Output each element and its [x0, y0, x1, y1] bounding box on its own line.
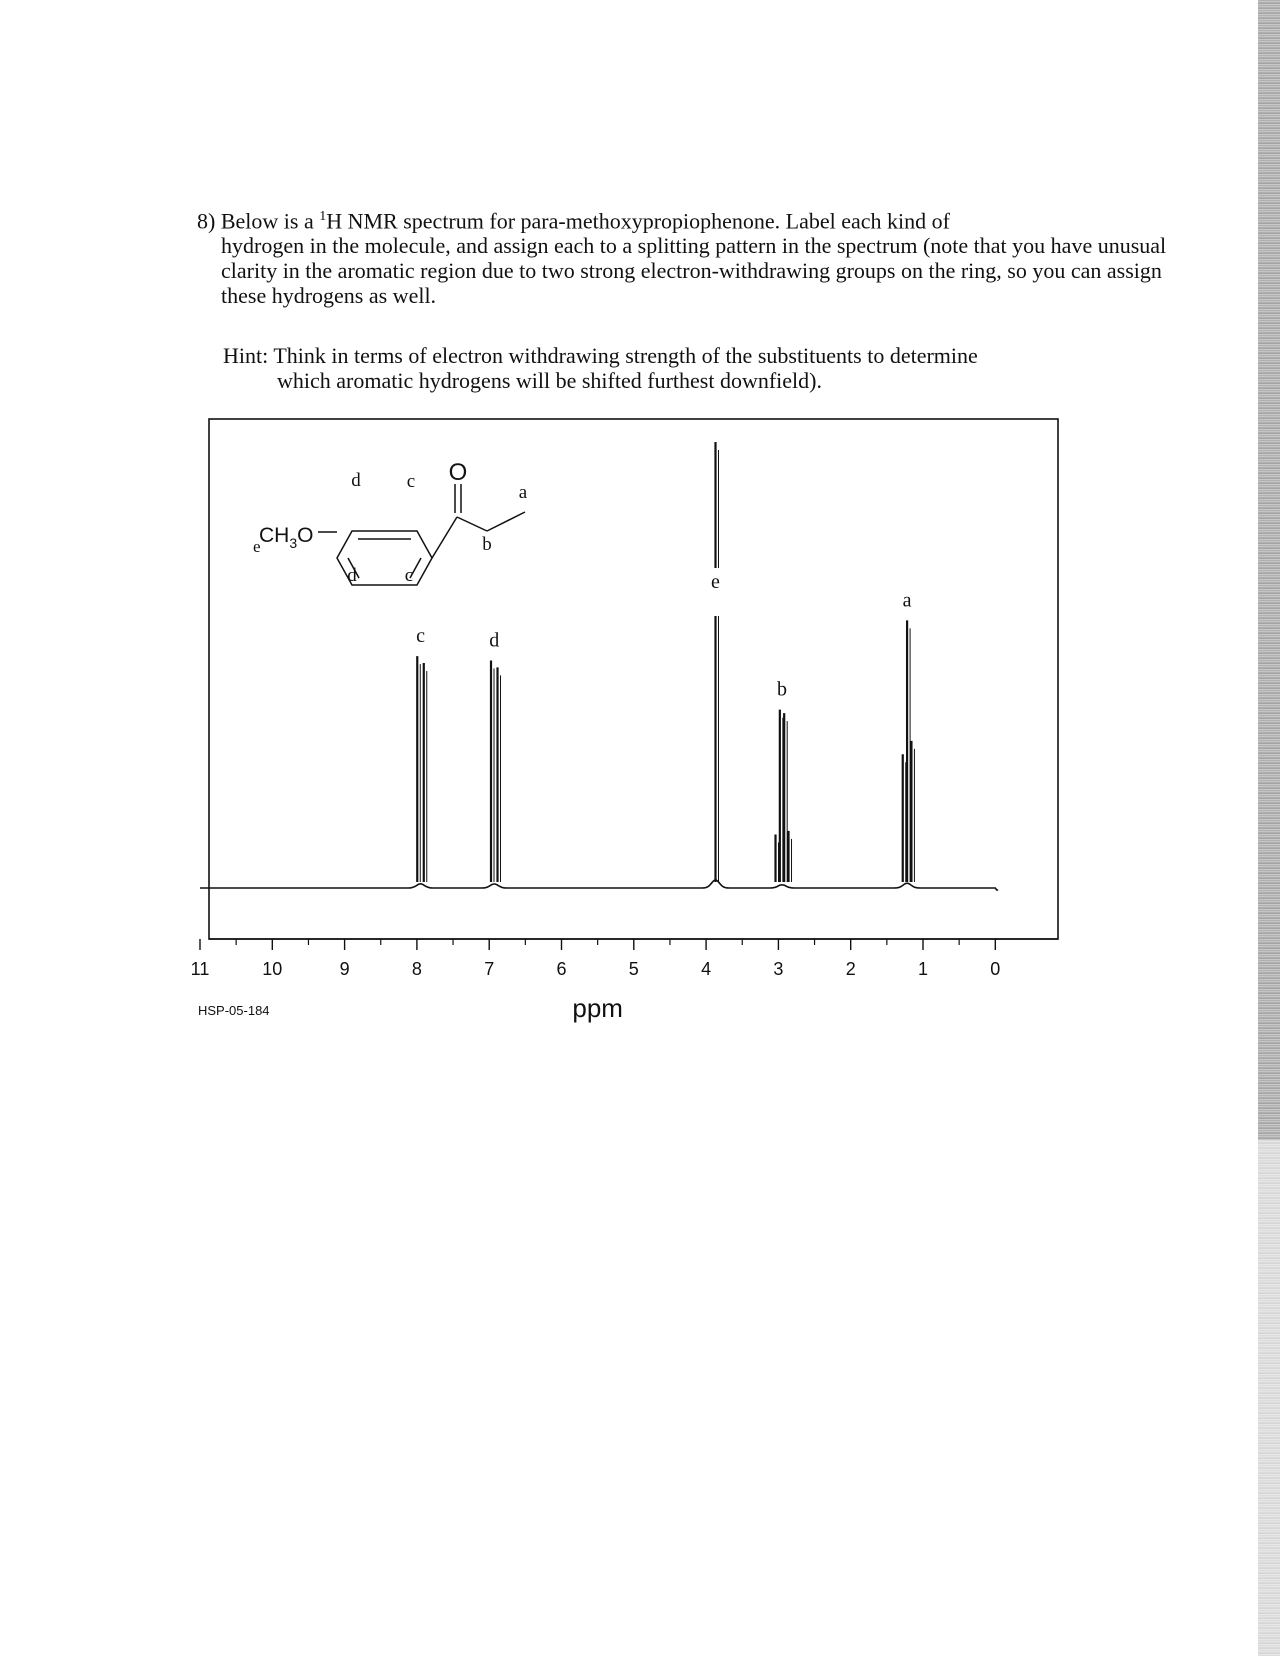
tick-label: 4 — [701, 959, 712, 979]
tick-label: 3 — [773, 959, 784, 979]
question-first-line — [197, 204, 1197, 233]
question-line1-rest: H NMR spectrum for para-methoxypropiophenone. Label each kind of — [326, 208, 950, 234]
carbonyl-ch2-bond — [457, 517, 487, 531]
methoxy-subscript: 3 — [289, 535, 298, 551]
scan-edge-fade — [1258, 1140, 1280, 1656]
peak-label: c — [416, 625, 425, 648]
tick-label: 9 — [339, 959, 350, 979]
methoxy-label-e: e — [253, 537, 261, 556]
spectrum-baseline — [200, 880, 998, 890]
question-body: hydrogen in the molecule, and assign each to a splitting pattern in the spectrum (note that you have unusual clarity in the aromatic region due to two strong electron-withdrawing groups on the ring, so you can assign these hydrogens as well. — [221, 233, 1167, 309]
peak-label: b — [777, 678, 788, 701]
peak-label: a — [902, 589, 912, 612]
tick-label: 2 — [845, 959, 856, 979]
hint-line-1: Hint: Think in terms of electron withdrawing strength of the substituents to determine — [223, 343, 978, 368]
superscript-one: 1 — [319, 209, 327, 224]
molecule-structure — [253, 459, 528, 586]
nmr-figure — [190, 400, 1070, 1040]
tick-label: 10 — [262, 959, 283, 979]
methoxy-oxygen: O — [297, 524, 314, 547]
tick-label: 11 — [190, 959, 210, 979]
ring-label-c-top: c — [406, 471, 416, 492]
ring-label-d-top: d — [351, 470, 361, 491]
spectrum-peaks — [417, 442, 914, 882]
ring-label-d-bottom: d — [347, 565, 357, 586]
tick-label: 7 — [484, 959, 495, 979]
hint-line-2: which aromatic hydrogens will be shifted furthest downfield). — [277, 368, 822, 393]
question-text — [197, 204, 1197, 308]
spectrum-code: HSP-05-184 — [198, 1003, 270, 1018]
methoxy-ch: CH — [259, 524, 290, 547]
x-axis-label: ppm — [572, 993, 623, 1023]
ring-carbonyl-bond — [432, 517, 457, 558]
tick-label: 6 — [556, 959, 567, 979]
question-number: 8) — [197, 208, 216, 234]
axis-tick-labels — [191, 959, 1001, 979]
ch2-ch3-bond — [487, 512, 525, 531]
hint-text — [223, 343, 1123, 393]
peak-label: d — [489, 629, 500, 652]
ring-label-c-bottom: c — [404, 565, 414, 586]
methoxy-group — [259, 524, 313, 551]
ethyl-label-b: b — [482, 534, 492, 555]
question-intro: Below is a — [220, 208, 314, 234]
axis-ticks — [200, 939, 995, 950]
ethyl-label-a: a — [518, 482, 528, 503]
spectrum-frame — [209, 419, 1058, 939]
tick-label: 1 — [917, 959, 929, 979]
tick-label: 5 — [628, 959, 639, 979]
nmr-spectrum-chart — [190, 400, 1070, 1040]
tick-label: 8 — [411, 959, 422, 979]
tick-label: 0 — [990, 959, 1001, 979]
carbonyl-oxygen: O — [448, 459, 468, 486]
peak-label: e — [711, 571, 720, 593]
